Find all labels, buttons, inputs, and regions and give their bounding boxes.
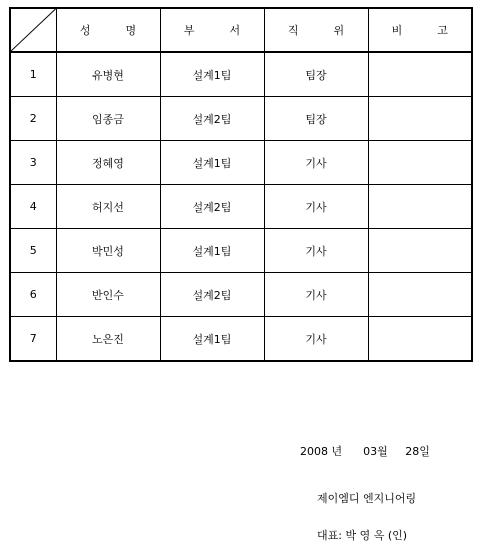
employee-name: 반인수 [56,273,160,317]
employee-name: 노은진 [56,317,160,362]
table-row [10,229,472,273]
employee-dept: 설계2팀 [160,185,264,229]
employee-name: 정혜영 [56,141,160,185]
table-row [10,97,472,141]
employee-position: 기사 [264,229,368,273]
employee-dept: 설계1팀 [160,141,264,185]
employee-note [368,52,472,97]
employee-position: 팀장 [264,97,368,141]
header-position: 직 위 [264,8,368,52]
row-number: 3 [10,141,56,185]
employee-note [368,317,472,362]
row-number: 5 [10,229,56,273]
row-number: 6 [10,273,56,317]
company-name: 제이엠디 엔지니어링 [317,492,417,505]
employee-note [368,273,472,317]
employee-name: 임종금 [56,97,160,141]
employee-position: 기사 [264,141,368,185]
employee-note [368,185,472,229]
employee-position: 기사 [264,317,368,362]
employee-dept: 설계1팀 [160,229,264,273]
employee-note [368,97,472,141]
employee-position: 기사 [264,273,368,317]
header-note: 비 고 [368,8,472,52]
row-number: 2 [10,97,56,141]
table-row [10,273,472,317]
employee-name: 박민성 [56,229,160,273]
table-row [10,317,472,362]
staff-table [9,7,473,362]
employee-name: 유병현 [56,52,160,97]
employee-name: 허지선 [56,185,160,229]
employee-position: 팀장 [264,52,368,97]
table-row [10,185,472,229]
header-dept: 부 서 [160,8,264,52]
employee-dept: 설계1팀 [160,317,264,362]
row-number: 7 [10,317,56,362]
table-row [10,52,472,97]
representative-signature: 대표: 박 영 옥 (인) [317,529,408,542]
table-row [10,141,472,185]
row-number: 4 [10,185,56,229]
employee-note [368,141,472,185]
employee-note [368,229,472,273]
header-name: 성 명 [56,8,160,52]
table-header-row [10,8,472,52]
employee-dept: 설계1팀 [160,52,264,97]
diagonal-line-icon [11,9,56,51]
row-number: 1 [10,52,56,97]
employee-position: 기사 [264,185,368,229]
document-date: 2008 년 03월 28일 [300,445,430,458]
header-corner-diagonal [10,8,56,52]
employee-dept: 설계2팀 [160,273,264,317]
employee-dept: 설계2팀 [160,97,264,141]
